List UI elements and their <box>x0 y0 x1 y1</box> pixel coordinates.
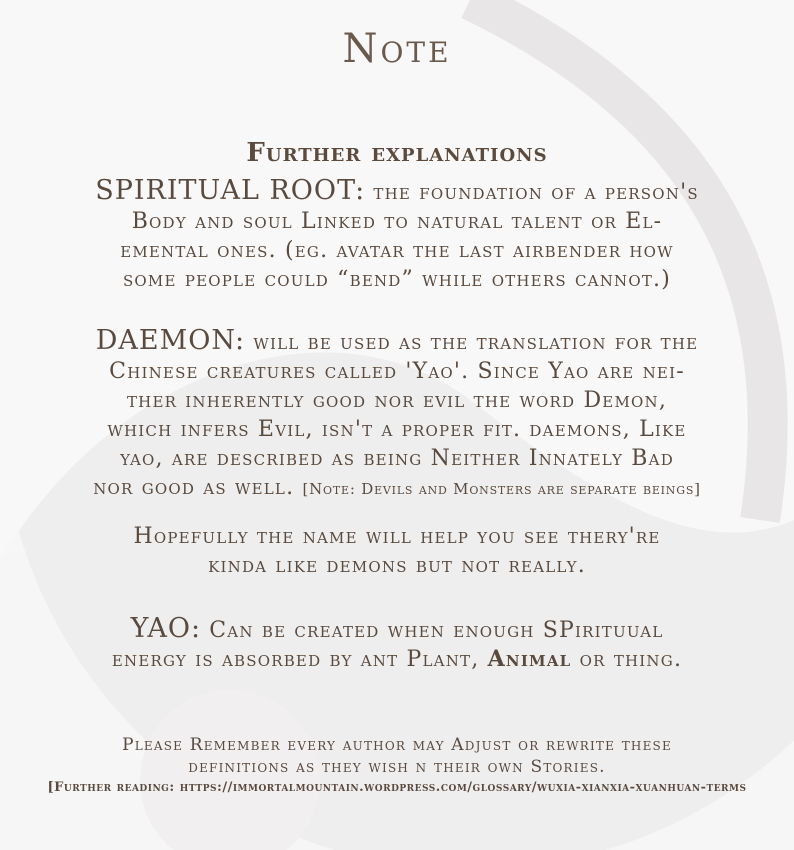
daemon-line: ther inherently good nor evil the word Demon, <box>126 388 668 413</box>
daemon-line: Chinese creatures called 'Yao'. Since Yao are nei- <box>109 359 685 384</box>
footer-note <box>40 734 754 778</box>
spiritual-root-paragraph <box>40 176 754 294</box>
further-reading <box>40 780 754 796</box>
daemon-term: DAEMON: <box>95 325 246 356</box>
daemon-line: which infers Evil, isn't a proper fit. daemons, Like <box>107 417 687 442</box>
spiritual-root-term: SPIRITUAL ROOT: <box>95 175 366 206</box>
daemon-note: [Note: Devils and Monsters are separate beings] <box>302 480 701 498</box>
yao-animal-emphasis: Animal <box>487 646 572 672</box>
footer-line: Please Remember every author may Adjust or rewrite these <box>122 735 672 755</box>
daemon-line: will be used as the translation for the <box>253 330 699 355</box>
daemon-paragraph <box>40 326 754 502</box>
spiritual-root-line: emental ones. (eg. avatar the last airbender how <box>120 238 674 263</box>
daemon-line: nor good as well. <box>93 475 295 500</box>
spiritual-root-line: some people could “bend” while others cannot.) <box>122 267 672 292</box>
footer-line: definitions as they wish n their own Stories. <box>188 757 606 777</box>
section-heading: Further explanations <box>246 138 548 168</box>
daemon-followup <box>40 522 754 580</box>
further-reading-label: [Further reading: <box>47 780 175 795</box>
yao-paragraph <box>40 614 754 674</box>
daemon-followup-line: Hopefully the name will help you see thery're <box>133 524 661 549</box>
yao-line: Can be created when enough SPirituual <box>209 618 664 643</box>
yao-line: or thing. <box>579 647 683 672</box>
further-reading-url[interactable]: https://immortalmountain.wordpress.com/glossary/wuxia-xianxia-xuanhuan-terms <box>179 780 747 795</box>
yao-term: YAO: <box>130 613 202 644</box>
daemon-followup-line: kinda like demons but not really. <box>208 553 586 578</box>
yao-line: energy is absorbed by ant Plant, <box>111 647 480 672</box>
spiritual-root-line: Body and soul Linked to natural talent or El- <box>131 209 663 234</box>
spiritual-root-line: the foundation of a person's <box>373 180 699 205</box>
page-title: Note <box>342 26 452 72</box>
daemon-line: yao, are described as being Neither Innately Bad <box>120 446 674 471</box>
